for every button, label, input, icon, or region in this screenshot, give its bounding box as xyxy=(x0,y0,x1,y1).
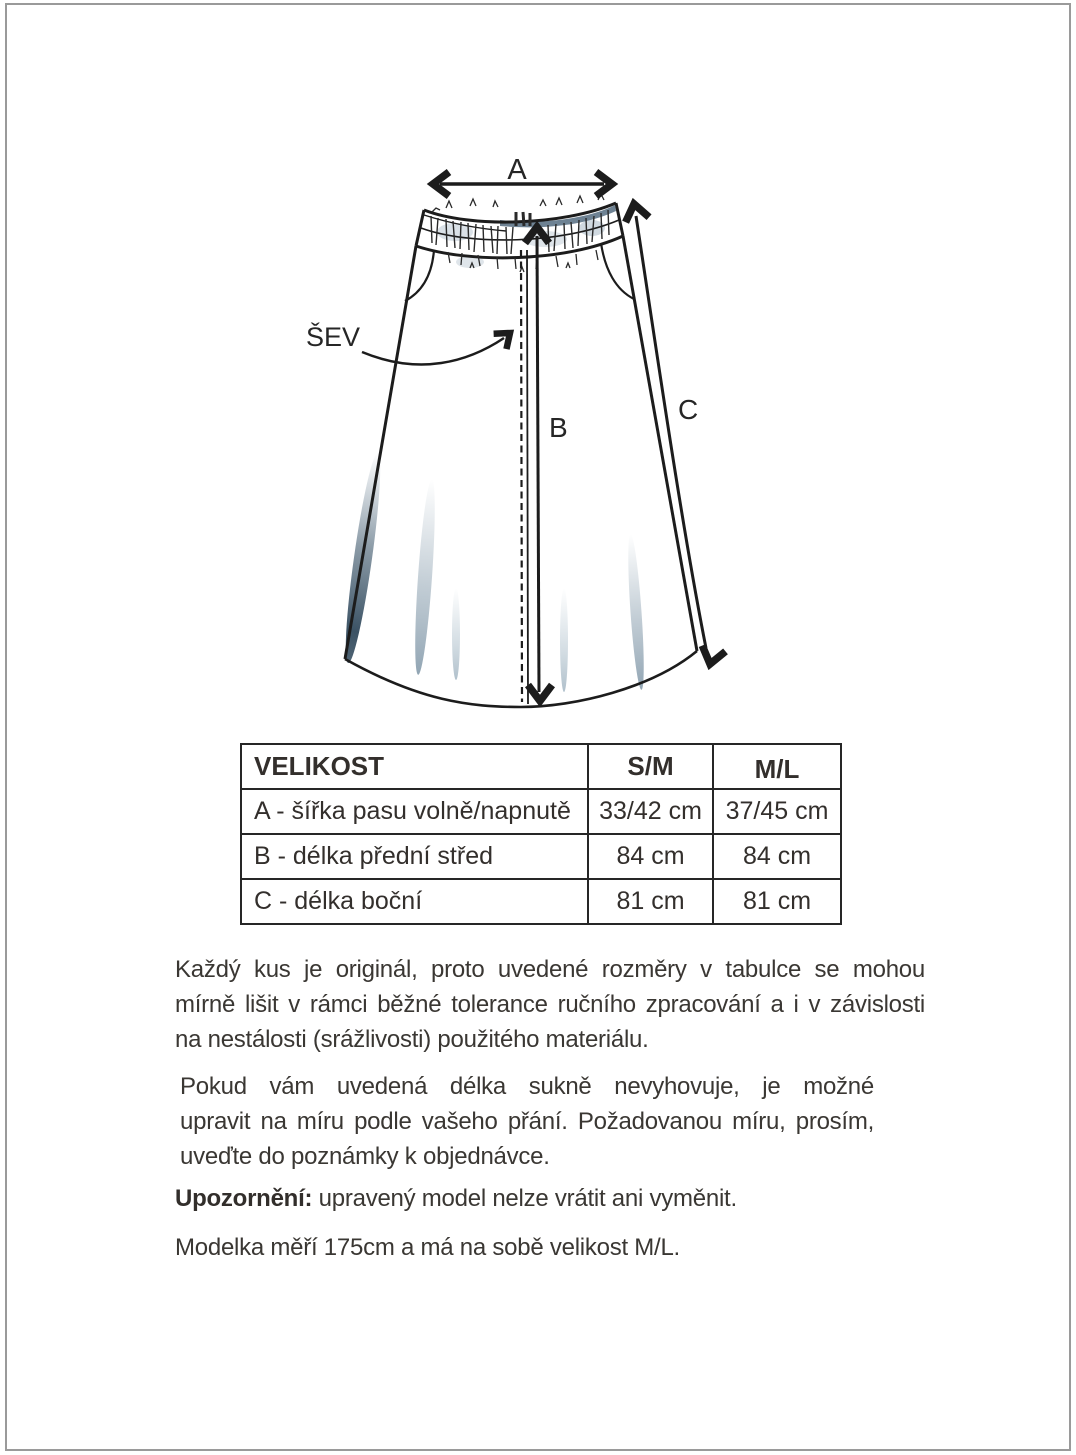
header-sm: S/M xyxy=(588,744,713,789)
tolerance-paragraph xyxy=(175,952,925,1057)
row-a-sm: 33/42 cm xyxy=(588,789,713,834)
text-block xyxy=(175,952,925,1265)
tolerance-line: mírně lišit v rámci běžné tolerance ručního zpracování a i v závislosti xyxy=(175,991,925,1018)
measurement-arrow-b xyxy=(525,227,552,701)
sev-pointer-arrow xyxy=(362,325,516,364)
notice-text: upravený model nelze vrátit ani vyměnit. xyxy=(312,1185,737,1212)
model-info-paragraph: Modelka měří 175cm a má na sobě velikost M/L. xyxy=(175,1234,680,1261)
notice-paragraph xyxy=(175,1181,925,1216)
header-velikost: VELIKOST xyxy=(241,744,588,789)
tolerance-line: na nestálosti (srážlivosti) použitého materiálu. xyxy=(175,1026,649,1053)
table-row xyxy=(241,879,841,924)
size-table xyxy=(240,743,842,925)
seam-center-line xyxy=(521,250,528,704)
label-b: B xyxy=(549,412,568,443)
row-b-ml: 84 cm xyxy=(713,834,841,879)
notice-label: Upozornění: xyxy=(175,1185,313,1212)
row-b-sm: 84 cm xyxy=(588,834,713,879)
header-ml: M/L xyxy=(713,744,841,789)
row-b-label: B - délka přední střed xyxy=(241,834,588,879)
label-a: A xyxy=(507,154,527,186)
custom-length-line: Pokud vám uvedená délka sukně nevyhovuje, je možné xyxy=(180,1073,874,1100)
row-a-label: A - šířka pasu volně/napnutě xyxy=(241,789,588,834)
custom-length-paragraph xyxy=(180,1069,874,1174)
table-row xyxy=(241,789,841,834)
row-a-ml: 37/45 cm xyxy=(713,789,841,834)
label-sev: ŠEV xyxy=(306,322,361,352)
table-header-row xyxy=(241,744,841,789)
custom-length-line: uveďte do poznámky k objednávce. xyxy=(180,1143,550,1170)
row-c-ml: 81 cm xyxy=(713,879,841,924)
row-c-sm: 81 cm xyxy=(588,879,713,924)
row-c-label: C - délka boční xyxy=(241,879,588,924)
fold-shading xyxy=(339,452,647,692)
custom-length-line: upravit na míru podle vašeho přání. Požadovanou míru, prosím, xyxy=(180,1108,874,1135)
label-c: C xyxy=(678,394,699,425)
table-row xyxy=(241,834,841,879)
tolerance-line: Každý kus je originál, proto uvedené rozměry v tabulce se mohou xyxy=(175,956,925,983)
